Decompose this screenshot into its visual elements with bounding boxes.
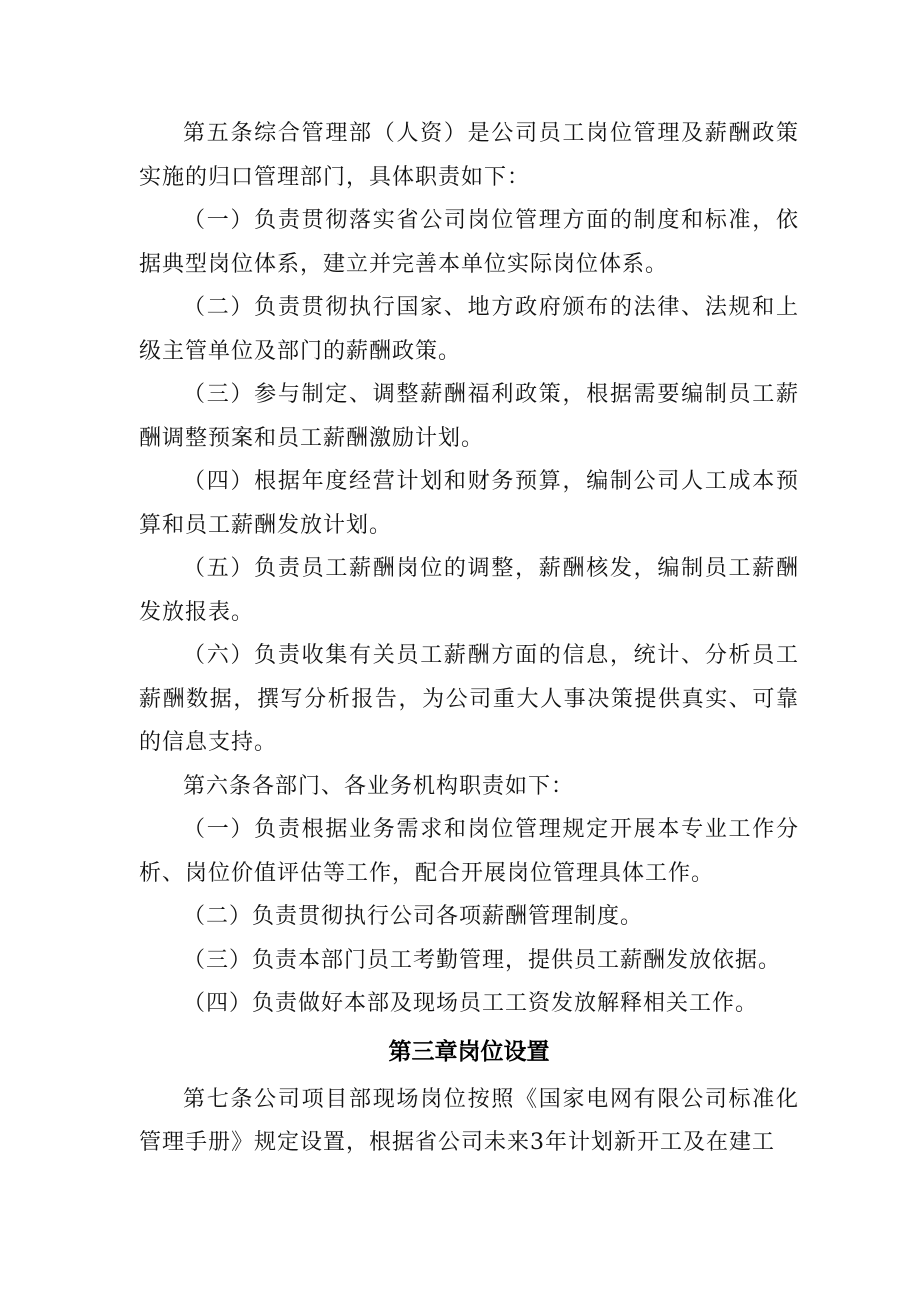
article-6-paragraph: 第六条各部门、各业务机构职责如下：	[183, 773, 575, 799]
article-5-item-5: （五）负责员工薪酬岗位的调整，薪酬核发，编制员工薪酬发放报表。	[139, 556, 799, 625]
article-6-item-2: （二）负责贯彻执行公司各项薪酬管理制度。	[183, 904, 644, 929]
article-5-item-6: （六）负责收集有关员工薪酬方面的信息，统计、分析员工薪酬数据，撰写分析报告，为公司重大人事决策提供真实、可靠的信息支持。	[139, 643, 799, 755]
article-6-item-4: （四）负责做好本部及现场员工工资发放解释相关工作。	[183, 991, 759, 1016]
article-5-item-4: （四）根据年度经营计划和财务预算，编制公司人工成本预算和员工薪酬发放计划。	[139, 469, 799, 538]
article-5-paragraph: 第五条综合管理部（人资）是公司员工岗位管理及薪酬政策实施的归口管理部门，具体职责如下：	[139, 121, 799, 190]
article-7-paragraph: 第七条公司项目部现场岗位按照《国家电网有限公司标准化管理手册》规定设置，根据省公司未来3年计划新开工及在建工	[139, 1086, 799, 1155]
article-5-item-1: （一）负责贯彻落实省公司岗位管理方面的制度和标准，依据典型岗位体系，建立并完善本单位实际岗位体系。	[139, 208, 799, 277]
article-6-item-1: （一）负责根据业务需求和岗位管理规定开展本专业工作分析、岗位价值评估等工作，配合开展岗位管理具体工作。	[139, 817, 799, 886]
article-5-item-2: （二）负责贯彻执行国家、地方政府颁布的法律、法规和上级主管单位及部门的薪酬政策。	[139, 295, 799, 364]
article-5-item-3: （三）参与制定、调整薪酬福利政策，根据需要编制员工薪酬调整预案和员工薪酬激励计划。	[139, 382, 799, 451]
chapter-heading: 第三章岗位设置	[388, 1038, 550, 1065]
document-body	[139, 112, 799, 1165]
article-6-item-3: （三）负责本部门员工考勤管理，提供员工薪酬发放依据。	[183, 947, 782, 973]
